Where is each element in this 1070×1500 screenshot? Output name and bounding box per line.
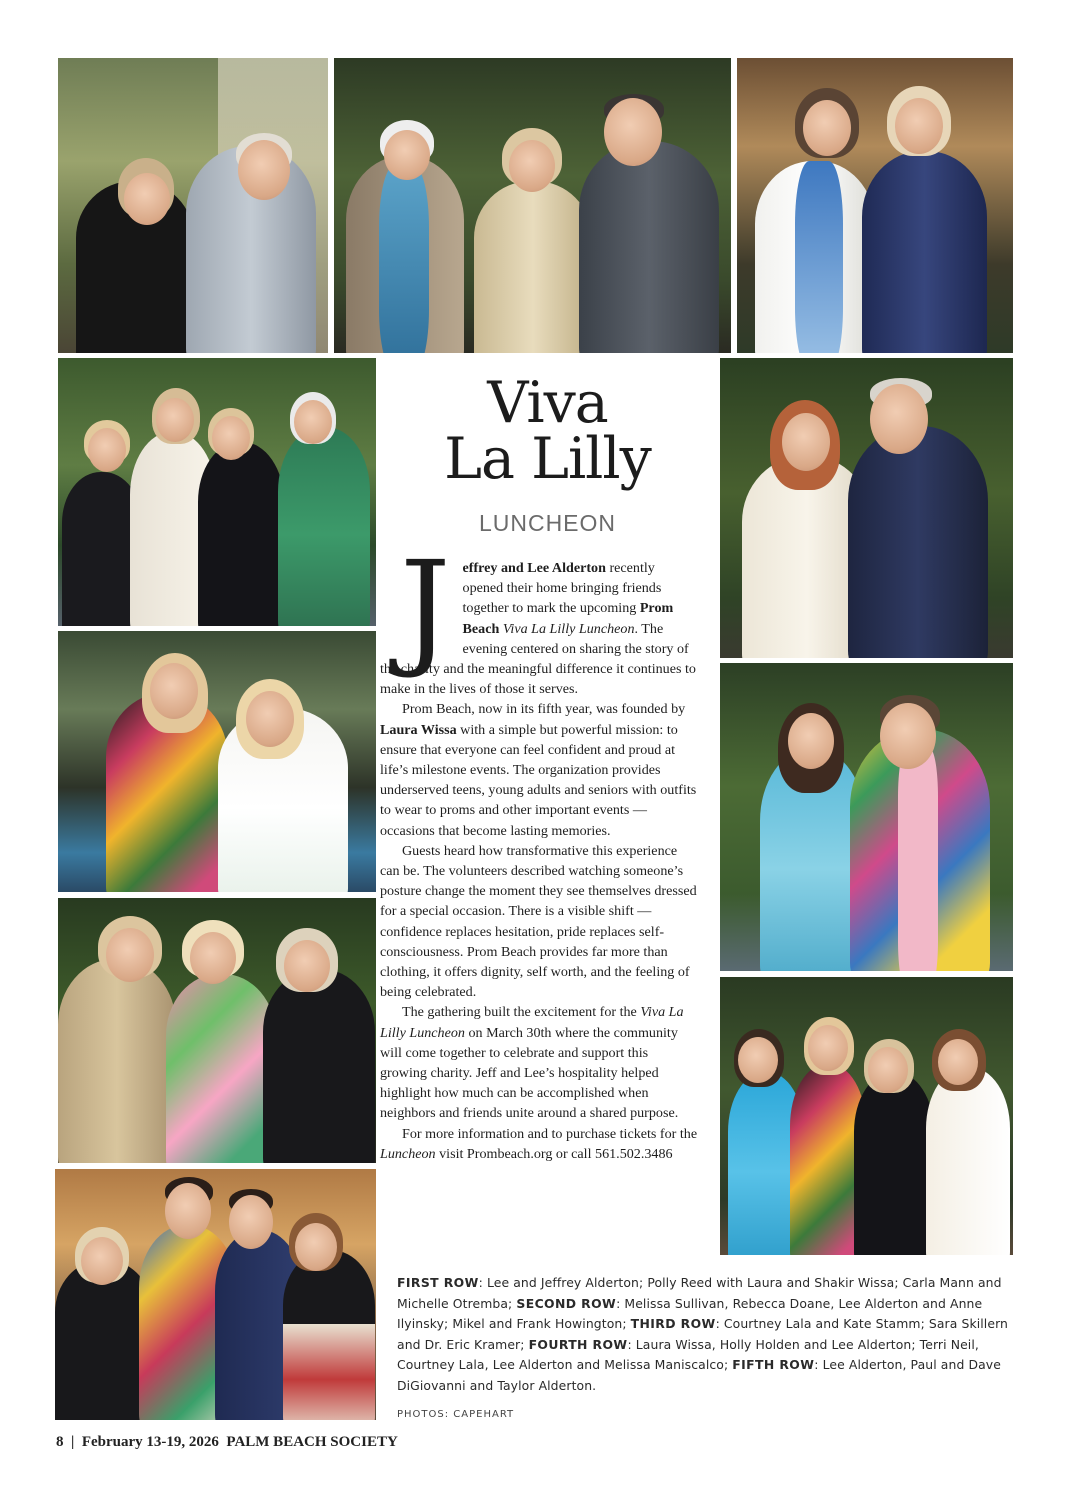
photo-lee-alderton-paul-and-dave-digiovanni-taylor-alderton bbox=[55, 1169, 376, 1420]
drop-cap: J bbox=[400, 534, 451, 681]
photo-captions: FIRST ROW: Lee and Jeffrey Alderton; Polly Reed with Laura and Shakir Wissa; Carla Mann and Michelle Otremba; SECOND ROW: Melissa Sullivan, Rebecca Doane, Lee Alderton and Anne Ilyinsky; Mikel and Frank Howington; THIRD ROW: Courtney Lala and Kate Stamm; Sara Skillern and Dr. Eric Kramer; FOURTH ROW: Laura Wissa, Holly Holden and Lee Alderton; Terri Neil, Courtney Lala, Lee Alderton and Melissa Maniscalco; FIFTH ROW: Lee Alderton, Paul and Dave DiGiovanni and Taylor Alderton. bbox=[397, 1275, 1009, 1393]
photo-terri-neil-courtney-lala-lee-alderton-melissa-maniscalco bbox=[720, 977, 1013, 1255]
caption-row-label: THIRD ROW bbox=[630, 1316, 716, 1332]
article-title bbox=[380, 370, 715, 492]
issue-dates: February 13-19, 2026 bbox=[81, 1434, 219, 1450]
article-paragraph-1: Jeffrey and Lee Alderton recently opened their home bringing friends together to mark the upcoming Prom Beach Viva La Lilly Luncheon. The evening centered on sharing the story of the charity and the meaningful difference it continues to make in the lives of those it serves. bbox=[380, 534, 696, 698]
photo-laura-wissa-holly-holden-lee-alderton bbox=[58, 898, 376, 1163]
photo-polly-reed-laura-and-shakir-wissa bbox=[334, 58, 731, 353]
photo-melissa-sullivan-rebecca-doane-lee-alderton-anne-ilyinsky bbox=[58, 358, 376, 626]
caption-row-label: FIFTH ROW bbox=[732, 1357, 815, 1373]
page-number: 8 bbox=[56, 1434, 64, 1450]
title-line-2: La Lilly bbox=[444, 426, 651, 492]
publication-name: PALM BEACH SOCIETY bbox=[226, 1434, 398, 1450]
article-paragraph-2: Prom Beach, now in its fifth year, was founded by Laura Wissa with a simple but powerful mission: to ensure that everyone can feel confident and proud at life’s milestone events. The organization provides underserved teens, young adults and seniors with outfits to wear to proms and other important events — occasions that become lasting memories. bbox=[380, 701, 697, 839]
article-body bbox=[380, 534, 698, 1164]
footer-separator: | bbox=[71, 1434, 75, 1450]
article-subtitle: LUNCHEON bbox=[478, 510, 617, 536]
photo-sara-skillern-and-dr-eric-kramer bbox=[720, 663, 1013, 971]
title-line-1: Viva bbox=[487, 370, 608, 436]
article-paragraph-3: Guests heard how transformative this experience can be. The volunteers described watching someone’s posture change the moment they see themselves dressed for a special occasion. There is a visible shift — confidence replaces hesitation, pride replaces self-consciousness. Prom Beach provides far more than clothing, it offers dignity, self worth, and the feeling of being celebrated. bbox=[380, 842, 697, 1001]
caption-row-label: SECOND ROW bbox=[516, 1295, 617, 1311]
founder-name: Laura Wissa bbox=[380, 721, 457, 738]
photo-mikel-and-frank-howington bbox=[720, 358, 1013, 658]
charity-name: Prom Beach bbox=[462, 600, 674, 637]
host-names: effrey and Lee Alderton bbox=[462, 560, 606, 576]
event-name: Viva La Lilly Luncheon bbox=[502, 620, 635, 637]
photo-credit: PHOTOS: CAPEHART bbox=[397, 1409, 515, 1420]
caption-row-label: FIRST ROW bbox=[397, 1275, 479, 1290]
photo-carla-mann-and-michelle-otremba bbox=[737, 58, 1013, 353]
page-footer bbox=[56, 1434, 398, 1451]
caption-row-label: FOURTH ROW bbox=[528, 1336, 628, 1352]
photo-courtney-lala-and-kate-stamm bbox=[58, 631, 376, 892]
photo-lee-and-jeffrey-alderton bbox=[58, 58, 328, 353]
article-paragraph-4: The gathering built the excitement for the Viva La Lilly Luncheon on March 30th where the community will come together to celebrate and support this growing charity. Jeff and Lee’s hospitality helped highlight how much can be accomplished when neighbors and friends unite around a shared purpose. bbox=[380, 1004, 684, 1122]
article-paragraph-5: For more information and to purchase tickets for the Luncheon visit Prombeach.org or call 561.502.3486 bbox=[380, 1125, 698, 1162]
